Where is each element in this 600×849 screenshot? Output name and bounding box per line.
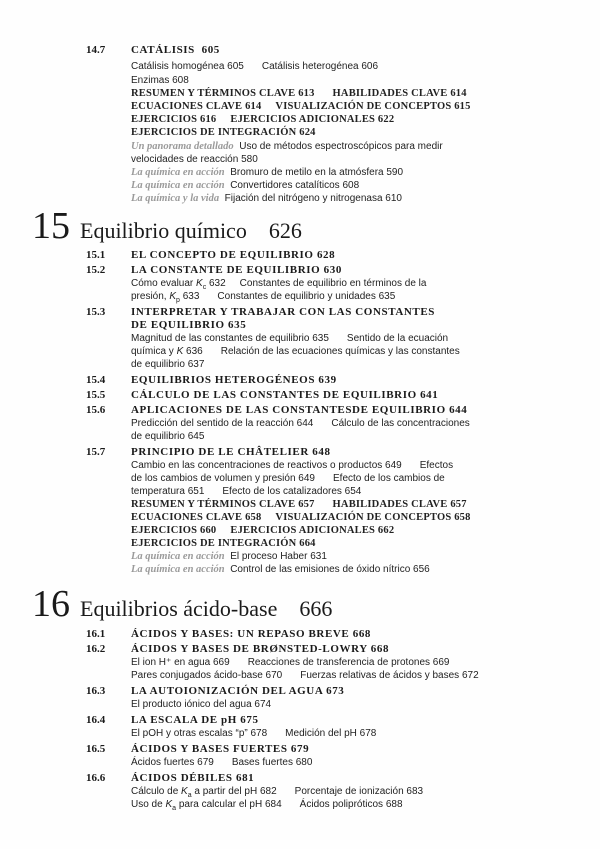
- section-title: LA AUTOIONIZACIÓN DEL AGUA 673: [131, 685, 345, 697]
- section-number: 15.1: [86, 249, 106, 261]
- section-title: CATÁLISIS 605: [131, 44, 220, 56]
- section-number: 16.1: [86, 628, 106, 640]
- chapter-number: 16: [32, 583, 70, 625]
- chapter-15-heading[interactable]: [32, 204, 302, 248]
- toc-line: Enzimas 608: [131, 75, 189, 86]
- section-number: 15.5: [86, 389, 106, 401]
- toc-line: Cambio en las concentraciones de reactivos o productos 649 Efectos: [131, 460, 454, 471]
- section-title: LA ESCALA DE pH 675: [131, 714, 259, 726]
- section-number: 15.6: [86, 404, 106, 416]
- chapter-page: 626: [268, 218, 302, 243]
- feature-box-line: La química en acción Bromuro de metilo en la atmósfera 590: [131, 167, 404, 178]
- section-title: EL CONCEPTO DE EQUILIBRIO 628: [131, 249, 336, 261]
- section-title: APLICACIONES DE LAS CONSTANTESDE EQUILIBRIO 644: [131, 404, 468, 416]
- section-title: ÁCIDOS Y BASES DE BRØNSTED-LOWRY 668: [131, 643, 390, 655]
- section-number: 15.7: [86, 446, 106, 458]
- chapter-page: 666: [299, 596, 333, 621]
- toc-line: El ion H⁺ en agua 669 Reacciones de transferencia de protones 669: [131, 657, 450, 668]
- chapter-title: Equilibrios ácido-base: [80, 596, 278, 621]
- toc-line: El pOH y otras escalas “p” 678 Medición del pH 678: [131, 728, 377, 739]
- toc-line: Cómo evaluar $K_c$ 632 Constantes de equilibrio en términos de la: [131, 278, 427, 291]
- section-number: 15.3: [86, 306, 106, 318]
- section-title: INTERPRETAR Y TRABAJAR CON LAS CONSTANTES: [131, 306, 436, 318]
- toc-line: velocidades de reacción 580: [131, 154, 258, 165]
- chapter-title: Equilibrio químico: [80, 218, 247, 243]
- section-number: 16.2: [86, 643, 106, 655]
- feature-box-line: Un panorama detallado Uso de métodos espectroscópicos para medir: [131, 141, 443, 152]
- end-matter-line: EJERCICIOS 660 EJERCICIOS ADICIONALES 662: [131, 525, 395, 536]
- toc-line: de equilibrio 645: [131, 431, 205, 442]
- toc-line: Predicción del sentido de la reacción 644 Cálculo de las concentraciones: [131, 418, 470, 429]
- toc-line: temperatura 651 Efecto de los catalizadores 654: [131, 486, 362, 497]
- end-matter-line: EJERCICIOS DE INTEGRACIÓN 624: [131, 127, 316, 138]
- section-number: 16.6: [86, 772, 106, 784]
- section-number: 16.4: [86, 714, 106, 726]
- chapter-number: 15: [32, 205, 70, 247]
- toc-line: presión, $K_p$ 633 Constantes de equilibrio y unidades 635: [131, 291, 396, 304]
- end-matter-line: RESUMEN Y TÉRMINOS CLAVE 657 HABILIDADES CLAVE 657: [131, 499, 467, 510]
- section-title-cont: DE EQUILIBRIO 635: [131, 319, 247, 331]
- section-title: LA CONSTANTE DE EQUILIBRIO 630: [131, 264, 342, 276]
- feature-box-line: La química y la vida Fijación del nitrógeno y nitrogenasa 610: [131, 193, 402, 204]
- toc-line: química y K 636 Relación de las ecuaciones químicas y las constantes: [131, 346, 460, 357]
- section-title: CÁLCULO DE LAS CONSTANTES DE EQUILIBRIO 641: [131, 389, 439, 401]
- toc-line: Ácidos fuertes 679 Bases fuertes 680: [131, 757, 313, 768]
- section-title: ÁCIDOS Y BASES: UN REPASO BREVE 668: [131, 628, 372, 640]
- toc-line: Magnitud de las constantes de equilibrio 635 Sentido de la ecuación: [131, 333, 449, 344]
- end-matter-line: ECUACIONES CLAVE 614 VISUALIZACIÓN DE CONCEPTOS 615: [131, 101, 471, 112]
- toc-line: Cálculo de $K_a$ a partir del pH 682 Porcentaje de ionización 683: [131, 786, 424, 799]
- toc-line: Pares conjugados ácido-base 670 Fuerzas relativas de ácidos y bases 672: [131, 670, 479, 681]
- section-number: 16.3: [86, 685, 106, 697]
- feature-box-line: La química en acción El proceso Haber 631: [131, 551, 327, 562]
- toc-line: Uso de $K_a$ para calcular el pH 684 Ácidos polipróticos 688: [131, 799, 403, 812]
- end-matter-line: ECUACIONES CLAVE 658 VISUALIZACIÓN DE CONCEPTOS 658: [131, 512, 471, 523]
- feature-box-line: La química en acción Convertidores catalíticos 608: [131, 180, 360, 191]
- section-number: 16.5: [86, 743, 106, 755]
- toc-line: de los cambios de volumen y presión 649 Efecto de los cambios de: [131, 473, 445, 484]
- end-matter-line: EJERCICIOS 616 EJERCICIOS ADICIONALES 622: [131, 114, 395, 125]
- toc-line: Catálisis homogénea 605 Catálisis heterogénea 606: [131, 61, 379, 72]
- section-title: EQUILIBRIOS HETEROGÉNEOS 639: [131, 374, 337, 386]
- section-number: 15.2: [86, 264, 106, 276]
- toc-line: El producto iónico del agua 674: [131, 699, 272, 710]
- end-matter-line: RESUMEN Y TÉRMINOS CLAVE 613 HABILIDADES CLAVE 614: [131, 88, 467, 99]
- end-matter-line: EJERCICIOS DE INTEGRACIÓN 664: [131, 538, 316, 549]
- toc-line: de equilibrio 637: [131, 359, 205, 370]
- section-number: 15.4: [86, 374, 106, 386]
- feature-box-line: La química en acción Control de las emisiones de óxido nítrico 656: [131, 564, 430, 575]
- section-number: 14.7: [86, 44, 106, 56]
- chapter-16-heading[interactable]: [32, 582, 332, 626]
- section-title: ÁCIDOS DÉBILES 681: [131, 772, 255, 784]
- section-title: ÁCIDOS Y BASES FUERTES 679: [131, 743, 310, 755]
- section-title: PRINCIPIO DE LE CHÂTELIER 648: [131, 446, 331, 458]
